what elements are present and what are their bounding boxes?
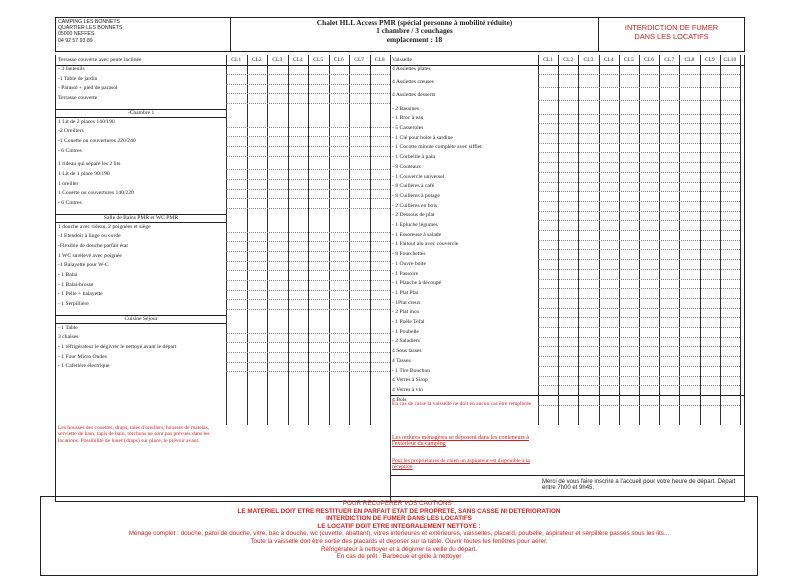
left-item-rule [226,169,390,170]
right-col-header: CL1 [543,57,554,63]
right-item-rule [538,385,740,386]
right-col-divider [740,55,741,425]
right-item: - 1 Plat Plat [392,289,419,296]
right-item-rule [538,346,740,347]
right-col-header: CL5 [623,57,634,63]
right-item-rule [538,133,740,134]
section-title: -Chambre 1 [56,109,226,118]
left-item-rule [226,146,390,147]
deposit-conditions [40,496,758,576]
right-col-header: CL6 [644,57,655,63]
left-section-header: Terrasse couverte avec pente inclinée [58,57,142,63]
right-item-rule [538,376,740,377]
right-item-rule [538,114,740,115]
right-item: 4 Verres à vin [392,386,423,393]
right-item-rule [538,201,740,202]
section-title: Cuisine Séjour [56,315,226,324]
left-item: - 1 Pelle + balayette [58,291,103,298]
left-item-rule [226,103,390,104]
inventory-grid [55,55,745,502]
left-item-rule [226,342,390,343]
left-item: - 1 Cafetière électrique [58,363,110,370]
left-col-divider [267,55,268,425]
right-item-rule [538,288,740,289]
left-item: - 1 Four Micro Ondes [58,353,107,360]
right-item-rule [538,152,740,153]
left-item: - 1 Balai-brosse [58,281,94,288]
right-col-header: CL4 [603,57,614,63]
footer-line-7: Réfrigérateur à nettoyer et à dégivrer la veille du départ. [320,545,478,553]
left-item-rule [226,280,390,281]
left-item: 1 Lit de 2 places 140/190 [58,118,115,125]
right-item: - 1Plat creux [392,299,421,306]
left-col-divider [308,55,309,425]
right-item: - 2 Plat inox [392,309,420,316]
right-item: - 1 Corbeille à pain [392,154,436,161]
left-item-rule [226,179,390,180]
camping-city: 05000 NEFFES [58,31,95,38]
left-col-divider [288,55,289,425]
left-item-rule [226,299,390,300]
right-item: 4 Bols [392,396,407,403]
right-item: - 1 Clé pour boite à sardine [392,134,453,141]
chalet-title [231,18,599,51]
left-item-rule [226,362,390,363]
header [55,17,745,52]
right-item-rule [538,366,740,367]
footer-line-2: LE MATERIEL DOIT ETRE RESTITUER EN PARFAIT ETAT DE PROPRETE, SANS CASSE NI DETERIORATION [237,507,561,515]
left-item-rule [226,136,390,137]
right-section-header: Vaisselle [392,57,412,63]
right-item: - 2 Cuillères en bois [392,202,438,209]
warning-line-2: DANS LES LOCATIFS [634,31,709,41]
left-item: -2 Oreillers [58,128,84,135]
right-item: - 1 Planche à découpé [392,280,442,287]
camping-name: CAMPING LES BONNETS [58,19,120,25]
right-item-rule [538,405,740,406]
right-item: 4 Assiettes plates [392,66,431,72]
left-item-rule [226,309,390,310]
left-col-divider [226,55,227,425]
left-item-rule [226,208,390,209]
footer-line-8: En cas de prêt : Barbecue et grille à nettoyer [336,553,462,561]
inventory-sheet [55,17,745,502]
left-item: - 1 réfrigérateur le dégivrer le nettoyé avant le départ [58,343,177,350]
left-item-rule [226,198,390,199]
title-line-3: emplacement : 18 [386,34,443,44]
left-col-header: CL5 [313,57,324,63]
left-col-divider [370,55,371,425]
lower-rule [390,395,744,396]
right-item-rule [538,269,740,270]
garbage-note: Les ordures ménagères se déposent dans les conteneurs à l'extérieur du camping [392,435,529,448]
left-item: Terrasse couverte [58,95,98,102]
right-item: - 8 Cuillères à café [392,183,435,190]
camping-phone: 04 92 57 93 89 [58,37,93,44]
left-col-header: CL1 [231,57,242,63]
left-item: 1 oreiller [58,180,79,187]
warning-line-1: INTERDICTION DE FUMER [624,23,719,32]
left-item-rule [226,251,390,252]
right-item-rule [538,74,740,75]
left-item-rule [226,333,390,334]
title-line-1: Chalet HLL Access PMR (spécial personne à mobilité réduite) [316,18,513,27]
camping-address [56,18,231,51]
right-item: - 5 Casseroles [392,125,424,131]
left-item-rule [226,270,390,271]
left-item: -1 Balayette pour W-C [58,262,109,269]
no-smoking-warning [599,18,744,51]
left-col-header: CL7 [354,57,365,63]
footer-line-4: LE LOCATIF DOIT ETRE INTEGRALEMENT NETTOYE : [317,522,481,530]
departure-note: Merci de vous faire inscrire a l'accueil pour votre heure de départ. Départ entre 7h00 et 9h45. [542,479,736,491]
left-item-rule [226,93,390,94]
left-col-header: CL4 [292,57,303,63]
left-item: - Parasol + pied de parasol [58,85,118,92]
left-item-rule [226,290,390,291]
left-item: 1 rideau qui sépare les 2 lits [58,161,121,168]
left-item: - 3 fauteuils [58,66,85,72]
right-item-rule [538,249,740,250]
right-item: - 8 Couteaux [392,163,421,170]
right-item-rule [538,298,740,299]
left-col-header: CL6 [333,57,344,63]
left-item-rule [226,189,390,190]
camping-quarter: QUARTIER LES BONNETS [58,25,123,32]
left-item-rule [226,84,390,85]
right-item: - 2 Saladiers [392,338,420,345]
right-item-rule [538,100,740,101]
right-item-rule [538,172,740,173]
right-item-rule [538,337,740,338]
right-item-rule [538,123,740,124]
left-item: -1 Etendoir à linge ou corde [58,233,121,240]
left-item: - 6 Cintres [58,200,82,207]
left-item-rule [226,352,390,353]
right-col-header: CL2 [563,57,574,63]
right-item: 4 Assiettes creuses [392,79,434,86]
left-item-rule [226,241,390,242]
right-item-rule [538,317,740,318]
right-item-rule [538,182,740,183]
right-item-rule [538,240,740,241]
left-item-rule [226,127,390,128]
left-col-header: CL3 [272,57,283,63]
left-item: 1 Couette ou couvertures 140/220 [58,190,134,197]
left-item: - 6 Cintres [58,147,82,154]
right-item: - 8 Fourchettes [392,251,426,258]
left-item: - 1 Table [58,324,78,331]
right-item-rule [538,87,740,88]
left-item-rule [226,261,390,262]
left-item: - 1 Balai [58,272,78,278]
right-item: - 2 Bassines [392,105,420,112]
section-title: Salle de Bains PMR et WC PMR [56,214,226,223]
right-item: 4 Assiettes desserts [392,92,436,99]
footer-line-5: Ménage complet : douche, paroi de douche, vitre, bac à douche, wc (cuvette, abattant), vitres interieures et extérieures, vaisselles, placard, poubelle, aspirateur et serpillère passés sous les lits... [128,530,670,538]
right-item-rule [538,162,740,163]
right-item: - 1 Faitout alu avec couvercle [392,241,459,248]
right-item: - 1 Poêle Tefal [392,319,425,325]
right-item-rule [538,230,740,231]
right-col-header: CL3 [583,57,594,63]
left-item: - 1 Serpillière [58,301,89,308]
lower-left-divider [390,55,391,501]
left-item-rule [226,156,390,157]
footer-line-1: POUR RECUPERER VOS CAUTIONS : [342,500,456,507]
right-item: - 1 Epluche légumes [392,222,438,228]
right-item-rule [538,259,740,260]
left-col-divider [247,55,248,425]
left-item: -Flexible de douche parfait état [58,242,128,249]
right-item: - 1 Poubelle [392,328,420,335]
left-col-divider [349,55,350,425]
footer-line-6: Toute la vaisselle doit être sortie des placards et deposer sur la table. Ouvrir toutes les fenêtres pour aérer. [250,537,548,545]
right-col-header: CL8 [684,57,695,63]
right-item: 4 Sous tasses [392,348,422,355]
right-item-rule [538,211,740,212]
left-col-header: CL8 [374,57,385,63]
right-item: 4 Verres à Sirop [392,377,428,384]
left-item-rule [226,232,390,233]
right-item-rule [538,327,740,328]
right-item: - 8 Cuillères à potage [392,192,440,199]
right-item-rule [538,356,740,357]
left-col-header: CL2 [251,57,262,63]
left-item: 1 douche avec rideau, 2 poignées et siège [58,223,151,230]
right-col-header: CL9 [704,57,715,63]
right-item: - 1 Tire Bouchon [392,367,431,374]
left-item-rule [226,74,390,75]
right-item: 4 Tasses [392,357,411,364]
right-item-rule [538,279,740,280]
left-item: 3 chaises [58,334,79,341]
right-item: - 1 Essoreuse à salade [392,231,442,238]
breakage-note: En cas de casse la vaisselle ne doit en aucun cas être remplacée [392,401,532,407]
left-item: -1 Table de jardin [58,75,98,82]
right-col-header: CL10 [723,57,737,63]
right-item: - 2 Dessous de plat [392,212,435,219]
lower-rule [390,475,744,476]
right-item-rule [538,220,740,221]
footer-line-3: INTERDICTION DE FUMER DANS LES LOCATIFS [326,515,472,523]
left-item: 1 WC surélevé avec poignée [58,252,122,259]
right-item: - 1 Passoire [392,270,419,277]
dog-owners-note: Pour les propriétaires de chien un aspirateur est disponible à la réception [392,458,530,471]
right-col-header: CL7 [664,57,675,63]
linen-note: Les housses des couettes, draps, taies d'oreillers, housses de matelas, serviette de bain, tapis de bain, torchons ne sont pas prévues dans les locations. Possibilité de louer (draps) sur place, le prévoir avant. [58,425,210,444]
right-item: - 1 Ouvre boite [392,260,427,267]
right-item: - 1 Cocotte minute complète avec sifflet [392,144,482,151]
right-item: - 1 Couvercle universel [392,173,445,180]
right-item: - 1 Broc à eau [392,115,424,122]
right-item-rule [538,308,740,309]
right-item-rule [538,191,740,192]
left-item: 1 Lit de 1 place 90/190 [58,171,110,177]
left-item: -1 Couette ou couvertures 220/240 [58,137,136,144]
left-item-rule [226,371,390,372]
right-item-rule [538,143,740,144]
left-col-divider [329,55,330,425]
title-line-2: 1 chambre / 3 couchages [376,26,453,36]
